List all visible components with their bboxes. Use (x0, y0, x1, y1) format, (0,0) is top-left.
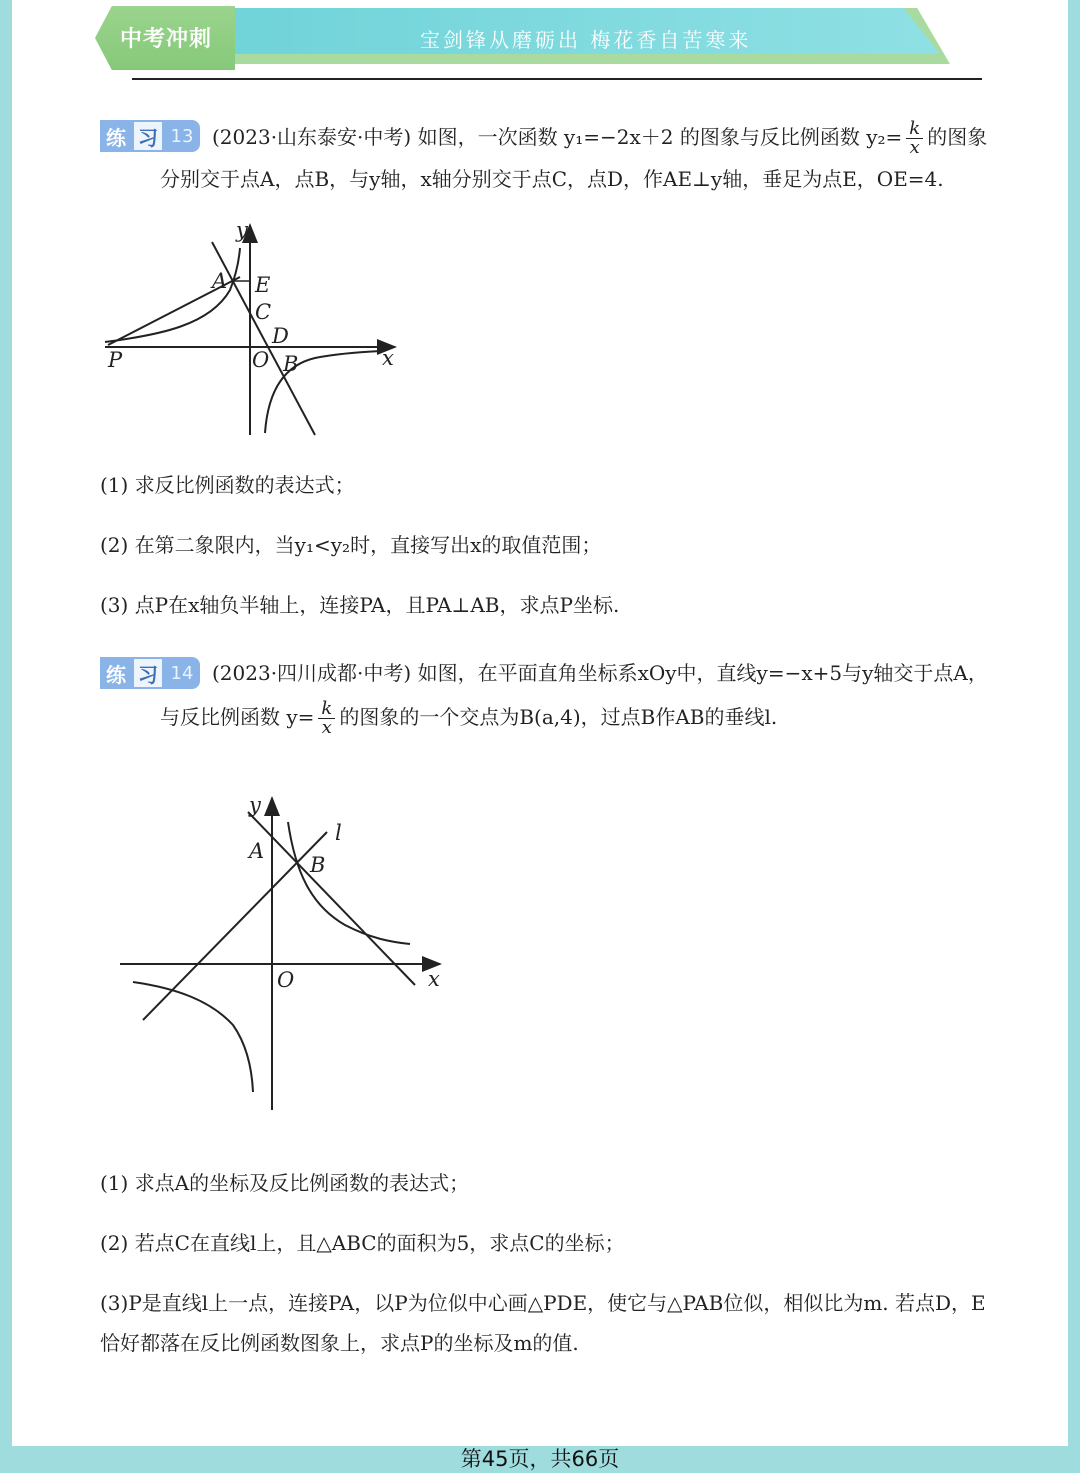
exercise-14-question-1: (1) 求点A的坐标及反比例函数的表达式； (100, 1171, 470, 1195)
exercise-13-label (100, 120, 200, 152)
graph-label-c: C (255, 300, 272, 324)
exercise-label-char: 练 (100, 657, 132, 689)
graph-label-y: y (236, 218, 248, 242)
fraction-numerator: k (906, 120, 923, 139)
exercise-label-char: 习 (132, 120, 164, 152)
fraction-numerator: k (318, 700, 335, 719)
page-number: 第45页，共66页 (460, 1447, 620, 1471)
exercise-13-question-1: (1) 求反比例函数的表达式； (100, 473, 355, 497)
graph-label-e: E (255, 273, 271, 297)
hyperbola-branch-third-quadrant (133, 982, 253, 1092)
header-motto: 宝剑锋从磨砺出 梅花香自苦寒来 (420, 28, 752, 52)
hyperbola-branch-first-quadrant (288, 822, 410, 944)
graph-label-a: A (212, 269, 228, 293)
exercise-number: 13 (164, 120, 200, 152)
graph-label-l: l (335, 821, 342, 845)
exercise-14-text-b: 的图象的一个交点为B(a,4)，过点B作AB的垂线l. (339, 705, 778, 729)
exercise-14-line1: (2023·四川成都·中考) 如图，在平面直角坐标系xOy中，直线y=−x+5与y轴交于点A， (212, 661, 988, 685)
exercise-14-question-3-line1: (3)P是直线l上一点，连接PA，以P为位似中心画△PDE，使它与△PAB位似，相似比为m. 若点D，E (100, 1291, 986, 1315)
exercise-14-graph (115, 790, 450, 1119)
graph-label-p: P (108, 348, 123, 372)
linear-function-line (212, 242, 315, 435)
exercise-13-question-3: (3) 点P在x轴负半轴上，连接PA，且PA⊥AB，求点P坐标. (100, 593, 620, 617)
exercise-14-question-2: (2) 若点C在直线l上，且△ABC的面积为5，求点C的坐标； (100, 1231, 625, 1255)
exercise-13-question-2: (2) 在第二象限内，当y₁<y₂时，直接写出x的取值范围； (100, 533, 602, 557)
line-y-neg-x-plus-5 (248, 812, 415, 985)
graph-label-x: x (382, 346, 394, 370)
exercise-number: 14 (164, 657, 200, 689)
exercise-13-line2: 分别交于点A，点B，与y轴，x轴分别交于点C，点D，作AE⊥y轴，垂足为点E，OE=4. (160, 167, 944, 191)
exercise-13-line1 (212, 120, 987, 157)
hyperbola-branch-second-quadrant (105, 248, 240, 342)
exercise-14-question-3-line2: 恰好都落在反比例函数图象上，求点P的坐标及m的值. (100, 1331, 579, 1355)
header-rule (132, 78, 982, 80)
exercise-label-char: 练 (100, 120, 132, 152)
fraction-k-over-x (318, 700, 335, 737)
header-tag-text: 中考冲刺 (120, 27, 213, 52)
fraction-denominator: x (321, 717, 332, 738)
exercise-14-label (100, 657, 200, 689)
exercise-label-char: 习 (132, 657, 164, 689)
line-l (143, 832, 327, 1020)
graph-label-x: x (428, 967, 440, 991)
graph-label-o: O (252, 348, 270, 372)
graph-label-b: B (283, 352, 299, 376)
fraction-denominator: x (909, 137, 920, 158)
fraction-k-over-x (906, 120, 923, 157)
graph-label-b: B (310, 853, 326, 877)
exercise-14-text-a: 与反比例函数 y= (160, 705, 315, 729)
graph-label-o: O (277, 968, 295, 992)
graph-label-a: A (249, 839, 265, 863)
exercise-13-text-a: (2023·山东泰安·中考) 如图，一次函数 y₁=−2x＋2 的图象与反比例函数 y₂= (212, 125, 903, 149)
exercise-13-text-b: 的图象 (927, 125, 988, 149)
exercise-13-graph (100, 215, 410, 449)
graph-label-d: D (272, 324, 289, 348)
exercise-14-line2 (160, 700, 777, 737)
graph-label-y: y (249, 793, 261, 817)
